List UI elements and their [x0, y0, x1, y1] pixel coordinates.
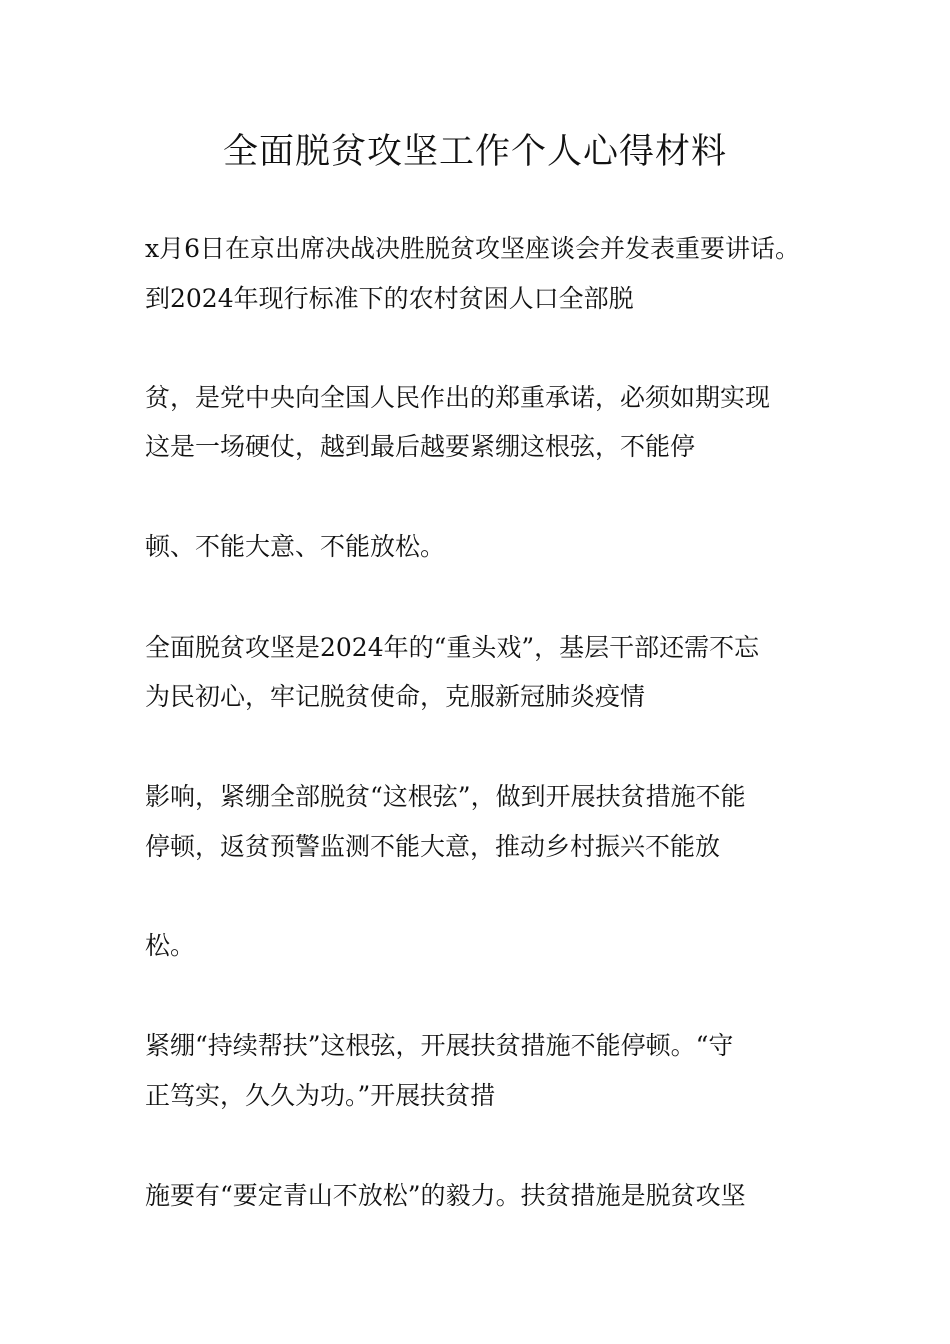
- body-line: 为民初心，牢记脱贫使命，克服新冠肺炎疫情: [145, 682, 646, 711]
- body-line: 顿、不能大意、不能放松。: [145, 532, 446, 561]
- body-line: 紧绷“持续帮扶”这根弦，开展扶贫措施不能停顿。“守: [145, 1031, 734, 1060]
- body-line: 停顿，返贫预警监测不能大意，推动乡村振兴不能放: [145, 832, 721, 861]
- body-line: 松。: [145, 931, 196, 960]
- body-line: 施要有“要定青山不放松”的毅力。扶贫措施是脱贫攻坚: [145, 1181, 746, 1210]
- body-line: 影响，紧绷全部脱贫“这根弦”，做到开展扶贫措施不能: [145, 782, 746, 811]
- document-title: 全面脱贫攻坚工作个人心得材料: [222, 132, 727, 172]
- body-line: 这是一场硬仗，越到最后越要紧绷这根弦，不能停: [145, 432, 696, 461]
- body-line: 正笃实，久久为功。”开展扶贫措: [145, 1081, 496, 1110]
- body-line: 贫，是党中央向全国人民作出的郑重承诺，必须如期实现: [145, 383, 771, 412]
- body-line: 全面脱贫攻坚是2024年的“重头戏”，基层干部还需不忘: [145, 633, 760, 662]
- body-line: x月6日在京出席决战决胜脱贫攻坚座谈会并发表重要讲话。: [145, 234, 801, 263]
- body-line: 到2024年现行标准下的农村贫困人口全部脱: [145, 284, 634, 313]
